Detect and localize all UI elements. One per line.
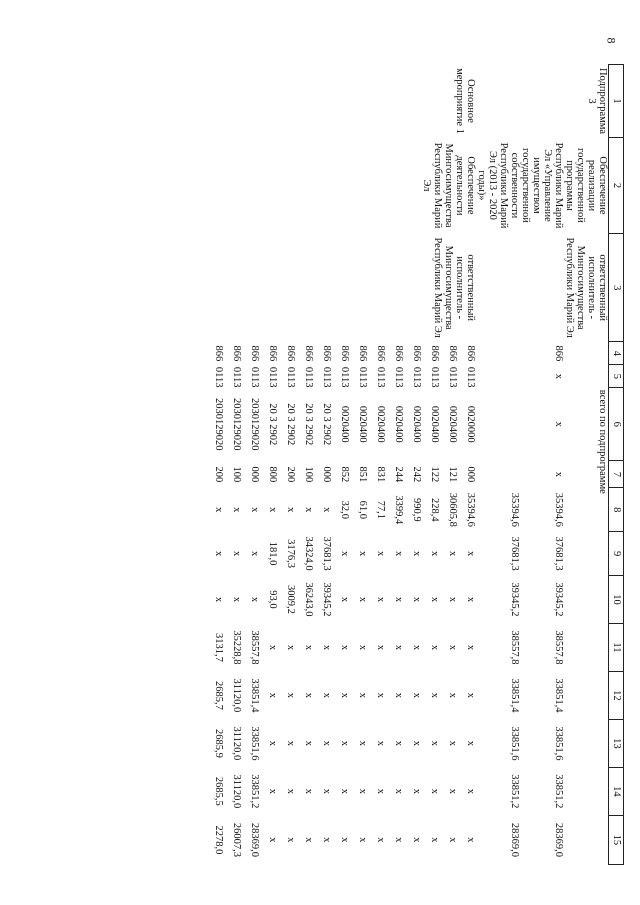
cell-c12: 2685,7 xyxy=(212,680,224,710)
cell-c13: 33851,6 xyxy=(509,726,521,761)
cell-c5: 0113 xyxy=(230,366,242,388)
cell-c7: 000 xyxy=(320,466,332,483)
table-body xyxy=(206,65,609,865)
cell-c5: 0113 xyxy=(212,366,224,388)
cell-c4: 866 xyxy=(428,345,440,362)
cell-c12: 33851,4 xyxy=(509,678,521,713)
cell-c13: х xyxy=(464,740,476,747)
cell-c8: 30605,8 xyxy=(446,492,458,527)
cell-c6: 20 3 2902 xyxy=(320,403,332,446)
cell-c13: 33851,6 xyxy=(553,726,565,761)
cell-c14: 2685,5 xyxy=(212,776,224,806)
header-cell: 7 xyxy=(609,461,624,488)
cell-c11: х xyxy=(464,644,476,651)
cell-c11: х xyxy=(446,644,458,651)
header-cell: 4 xyxy=(609,342,624,365)
cell-c4: 866 xyxy=(553,345,565,362)
cell-c5: 0113 xyxy=(320,366,332,388)
cell-c10: 39345,2 xyxy=(509,582,521,617)
cell-c6: 20 3 2902 xyxy=(284,403,296,446)
cell-c14: 33851,2 xyxy=(553,774,565,809)
cell-c14: х xyxy=(428,788,440,794)
cell-c9: х xyxy=(356,550,368,557)
cell-c6: х xyxy=(553,421,565,427)
cell-c10: х xyxy=(392,596,404,603)
cell-c12: х xyxy=(302,692,314,699)
cell-c10: 93,0 xyxy=(266,590,278,609)
cell-c8: 228,4 xyxy=(428,497,440,522)
cell-c13: х xyxy=(338,740,350,747)
header-cell: 3 xyxy=(609,233,624,341)
cell-c10: х xyxy=(428,596,440,603)
budget-table xyxy=(206,64,624,865)
cell-c4: 866 xyxy=(284,345,296,362)
cell-c12: х xyxy=(464,692,476,699)
cell-c12: х xyxy=(284,692,296,699)
cell-c12: х xyxy=(320,692,332,699)
cell-c15: х xyxy=(266,837,278,843)
cell-c7: 000 xyxy=(464,466,476,483)
cell-c11: х xyxy=(338,644,350,651)
cell-c7: 200 xyxy=(284,466,296,483)
cell-c13: х xyxy=(320,740,332,747)
header-cell: 14 xyxy=(609,767,624,815)
cell-c8: 3399,4 xyxy=(392,495,404,525)
header-cell: 1 xyxy=(609,65,624,138)
header-cell: 12 xyxy=(609,671,624,719)
cell-c14: х xyxy=(302,788,314,794)
cell-c4: 866 xyxy=(392,345,404,362)
cell-c5: 0113 xyxy=(338,366,350,388)
cell-c6: 0020400 xyxy=(356,405,368,443)
cell-c4: 866 xyxy=(410,345,422,362)
cell-c9: 37681,3 xyxy=(320,536,332,571)
cell-c12: 31120,0 xyxy=(230,678,242,713)
cell-c7 xyxy=(476,461,520,488)
cell-c4: 866 xyxy=(230,345,242,362)
cell-c6: 0020400 xyxy=(428,405,440,443)
cell-c15: х xyxy=(356,837,368,843)
cell-c9: 181,0 xyxy=(266,541,278,566)
cell-c11: 35228,8 xyxy=(230,630,242,665)
cell-c9: 37681,3 xyxy=(553,536,565,571)
cell-c15: х xyxy=(464,837,476,843)
cell-c13: 2685,9 xyxy=(212,728,224,758)
cell-c10: х xyxy=(248,596,260,603)
cell-c4: 866 xyxy=(338,345,350,362)
cell-c12: х xyxy=(266,692,278,699)
cell-c13: х xyxy=(284,740,296,747)
section-col3: ответственный исполнитель - Мингосимущества Республики Марий Эл xyxy=(563,237,608,338)
cell-c11: х xyxy=(374,644,386,651)
header-cell: 5 xyxy=(609,365,624,388)
cell-c11: 38557,8 xyxy=(509,630,521,665)
cell-c9: 34324,0 xyxy=(302,536,314,571)
cell-c8: х xyxy=(266,507,278,513)
cell-c10: х xyxy=(464,596,476,603)
rotated-table-container xyxy=(112,64,624,865)
cell-c4: 866 xyxy=(302,345,314,362)
cell-c7: 000 xyxy=(248,466,260,483)
cell-c7: 800 xyxy=(266,466,278,483)
cell-c7: 200 xyxy=(212,466,224,483)
cell-c10: х xyxy=(410,596,422,603)
cell-c11: 38557,8 xyxy=(248,630,260,665)
cell-c12: х xyxy=(446,692,458,699)
cell-c14: 33851,2 xyxy=(509,774,521,809)
cell-c12: х xyxy=(410,692,422,699)
cell-c14: х xyxy=(320,788,332,794)
cell-c10: 39345,2 xyxy=(553,582,565,617)
cell-c8: х xyxy=(302,507,314,513)
header-cell: 11 xyxy=(609,623,624,671)
cell-c5: 0113 xyxy=(266,366,278,388)
cell-c5: 0113 xyxy=(374,366,386,388)
cell-c14: х xyxy=(410,788,422,794)
cell-c5 xyxy=(476,365,520,388)
cell-c9: х xyxy=(248,550,260,557)
cell-c15: 28369,0 xyxy=(553,822,565,857)
cell-c8: 77,1 xyxy=(374,500,386,519)
cell-c8: х xyxy=(230,507,242,513)
cell-c11: х xyxy=(284,644,296,651)
cell-c8: х xyxy=(212,507,224,513)
cell-c9: х xyxy=(338,550,350,557)
cell-c15: х xyxy=(392,837,404,843)
cell-c15: х xyxy=(428,837,440,843)
cell-c6: 0020400 xyxy=(446,405,458,443)
cell-c10: 3009,2 xyxy=(284,585,296,614)
header-cell: 9 xyxy=(609,532,624,576)
header-cell: 8 xyxy=(609,488,624,532)
cell-c6: 20 3 2902 xyxy=(266,403,278,446)
cell-c12: 33851,4 xyxy=(248,678,260,713)
section-col3: ответственный исполнитель - Мингосимущества Республики Марий Эл xyxy=(431,237,476,338)
cell-c11: х xyxy=(428,644,440,651)
cell-c13: х xyxy=(302,740,314,747)
table-row xyxy=(458,65,476,865)
cell-c15: х xyxy=(374,837,386,843)
cell-c10: х xyxy=(212,596,224,603)
cell-c4: 866 xyxy=(356,345,368,362)
cell-c8: 35394,6 xyxy=(509,492,521,527)
cell-c9: х xyxy=(230,550,242,557)
cell-c5: 0113 xyxy=(446,366,458,388)
cell-c4: 866 xyxy=(374,345,386,362)
cell-c11: х xyxy=(392,644,404,651)
cell-c11: х xyxy=(410,644,422,651)
cell-c10: 36243,0 xyxy=(302,582,314,617)
cell-c15: 28369,0 xyxy=(509,822,521,857)
cell-c6: 0020400 xyxy=(410,405,422,443)
cell-c6: 0020400 xyxy=(392,405,404,443)
cell-c15: х xyxy=(338,837,350,843)
cell-c14: х xyxy=(266,788,278,794)
header-cell: 13 xyxy=(609,719,624,767)
cell-c14: х xyxy=(392,788,404,794)
cell-c6: 0020000 xyxy=(464,405,476,443)
cell-c14: х xyxy=(338,788,350,794)
cell-c15: 2278,0 xyxy=(212,825,224,855)
cell-c7: х xyxy=(553,471,565,477)
cell-c13: х xyxy=(392,740,404,747)
cell-c12: х xyxy=(392,692,404,699)
header-cell: 2 xyxy=(609,138,624,234)
cell-c10: х xyxy=(374,596,386,603)
cell-c5: 0113 xyxy=(464,366,476,388)
cell-c11: х xyxy=(266,644,278,651)
cell-c10: х xyxy=(356,596,368,603)
cell-c4: 866 xyxy=(446,345,458,362)
cell-c13: х xyxy=(410,740,422,747)
cell-c11: х xyxy=(302,644,314,651)
cell-c5: 0113 xyxy=(356,366,368,388)
cell-c6: 20 3 2902 xyxy=(302,403,314,446)
cell-c12: х xyxy=(374,692,386,699)
cell-c12: х xyxy=(428,692,440,699)
section-col1: Подпрограмма 3 xyxy=(585,67,608,135)
cell-c10: х xyxy=(446,596,458,603)
cell-c14: х xyxy=(464,788,476,794)
cell-c9: х xyxy=(212,550,224,557)
page-number: 8 xyxy=(604,37,619,44)
cell-c11: х xyxy=(356,644,368,651)
cell-c5: х xyxy=(553,373,565,379)
cell-c5: 0113 xyxy=(302,366,314,388)
cell-c13: х xyxy=(428,740,440,747)
cell-c13: х xyxy=(374,740,386,747)
cell-c7: 100 xyxy=(302,466,314,483)
cell-c6 xyxy=(476,388,520,461)
cell-c10: х xyxy=(338,596,350,603)
cell-c12: 33851,4 xyxy=(553,678,565,713)
cell-c14: 31120,0 xyxy=(230,774,242,809)
cell-c9: х xyxy=(446,550,458,557)
cell-c4: 866 xyxy=(212,345,224,362)
header-cell: 6 xyxy=(609,388,624,461)
cell-c15: х xyxy=(410,837,422,843)
cell-c9: 37681,3 xyxy=(509,536,521,571)
cell-c7: 122 xyxy=(428,466,440,483)
header-cell: 10 xyxy=(609,576,624,624)
cell-c15: х xyxy=(320,837,332,843)
cell-c8: 35394,6 xyxy=(553,492,565,527)
cell-c7: 851 xyxy=(356,466,368,483)
cell-c9: х xyxy=(374,550,386,557)
cell-c4: 866 xyxy=(266,345,278,362)
cell-c9: х xyxy=(392,550,404,557)
cell-c12: х xyxy=(356,692,368,699)
cell-c14: х xyxy=(356,788,368,794)
cell-c7: 121 xyxy=(446,466,458,483)
cell-c8: х xyxy=(248,507,260,513)
cell-c14: х xyxy=(374,788,386,794)
header-cell: 15 xyxy=(609,815,624,864)
section-col2: Обеспечение деятельности Мингосимущества Республики Марий Эл xyxy=(420,142,476,229)
cell-c10: 39345,2 xyxy=(320,582,332,617)
cell-c15: 26007,3 xyxy=(230,822,242,857)
cell-c8: 32,0 xyxy=(338,500,350,519)
cell-c6: 2030129020 xyxy=(248,398,260,451)
cell-c6: 0020400 xyxy=(338,405,350,443)
cell-c13: х xyxy=(266,740,278,747)
cell-c4 xyxy=(564,342,608,365)
cell-c4: 866 xyxy=(464,345,476,362)
cell-c11: 3131,7 xyxy=(212,633,224,662)
cell-c7: 242 xyxy=(410,466,422,483)
cell-c7: 831 xyxy=(374,466,386,483)
cell-total-label: всего по подпрограмме xyxy=(597,389,608,494)
cell-c9: х xyxy=(410,550,422,557)
cell-c4: 866 xyxy=(248,345,260,362)
cell-c12: х xyxy=(338,692,350,699)
cell-c8: 990,9 xyxy=(410,497,422,522)
cell-c14: х xyxy=(284,788,296,794)
cell-c6: 0020400 xyxy=(374,405,386,443)
cell-c5: 0113 xyxy=(248,366,260,388)
cell-c11: 38557,8 xyxy=(553,630,565,665)
cell-c5: 0113 xyxy=(284,366,296,388)
cell-c9: х xyxy=(428,550,440,557)
cell-c9: 3176,3 xyxy=(284,539,296,569)
cell-c13: х xyxy=(356,740,368,747)
cell-c5 xyxy=(564,365,608,388)
cell-c13: х xyxy=(446,740,458,747)
cell-c8: 61,0 xyxy=(356,500,368,519)
cell-c7: 100 xyxy=(230,466,242,483)
section-col1: Основное мероприятие 1 xyxy=(453,68,476,134)
table-row xyxy=(564,65,608,865)
section-col2: Обеспечение реализации государственной программы Республики Марий Эл «Управление имуществом государственной собственности Республики Марий Эл (2013 - 2020 годы)» xyxy=(475,142,608,229)
cell-c14: х xyxy=(446,788,458,794)
cell-c8: х xyxy=(284,507,296,513)
cell-c4 xyxy=(476,342,520,365)
cell-c13: 31120,0 xyxy=(230,726,242,761)
cell-c7: 244 xyxy=(392,466,404,483)
cell-c8: х xyxy=(320,507,332,513)
cell-c15: х xyxy=(302,837,314,843)
cell-c5: 0113 xyxy=(392,366,404,388)
cell-c6: 2030129020 xyxy=(212,398,224,451)
cell-c9: х xyxy=(464,550,476,557)
cell-c11: х xyxy=(320,644,332,651)
cell-c14: 33851,2 xyxy=(248,774,260,809)
cell-c15: х xyxy=(284,837,296,843)
cell-c7: 852 xyxy=(338,466,350,483)
cell-c10: х xyxy=(230,596,242,603)
header-row xyxy=(609,65,624,865)
cell-c13: 33851,6 xyxy=(248,726,260,761)
cell-c15: х xyxy=(446,837,458,843)
cell-c6: 2030129020 xyxy=(230,398,242,451)
cell-c8: 35394,6 xyxy=(464,492,476,527)
cell-c5: 0113 xyxy=(428,366,440,388)
cell-c5: 0113 xyxy=(410,366,422,388)
cell-c4: 866 xyxy=(320,345,332,362)
cell-c15: 28369,0 xyxy=(248,822,260,857)
